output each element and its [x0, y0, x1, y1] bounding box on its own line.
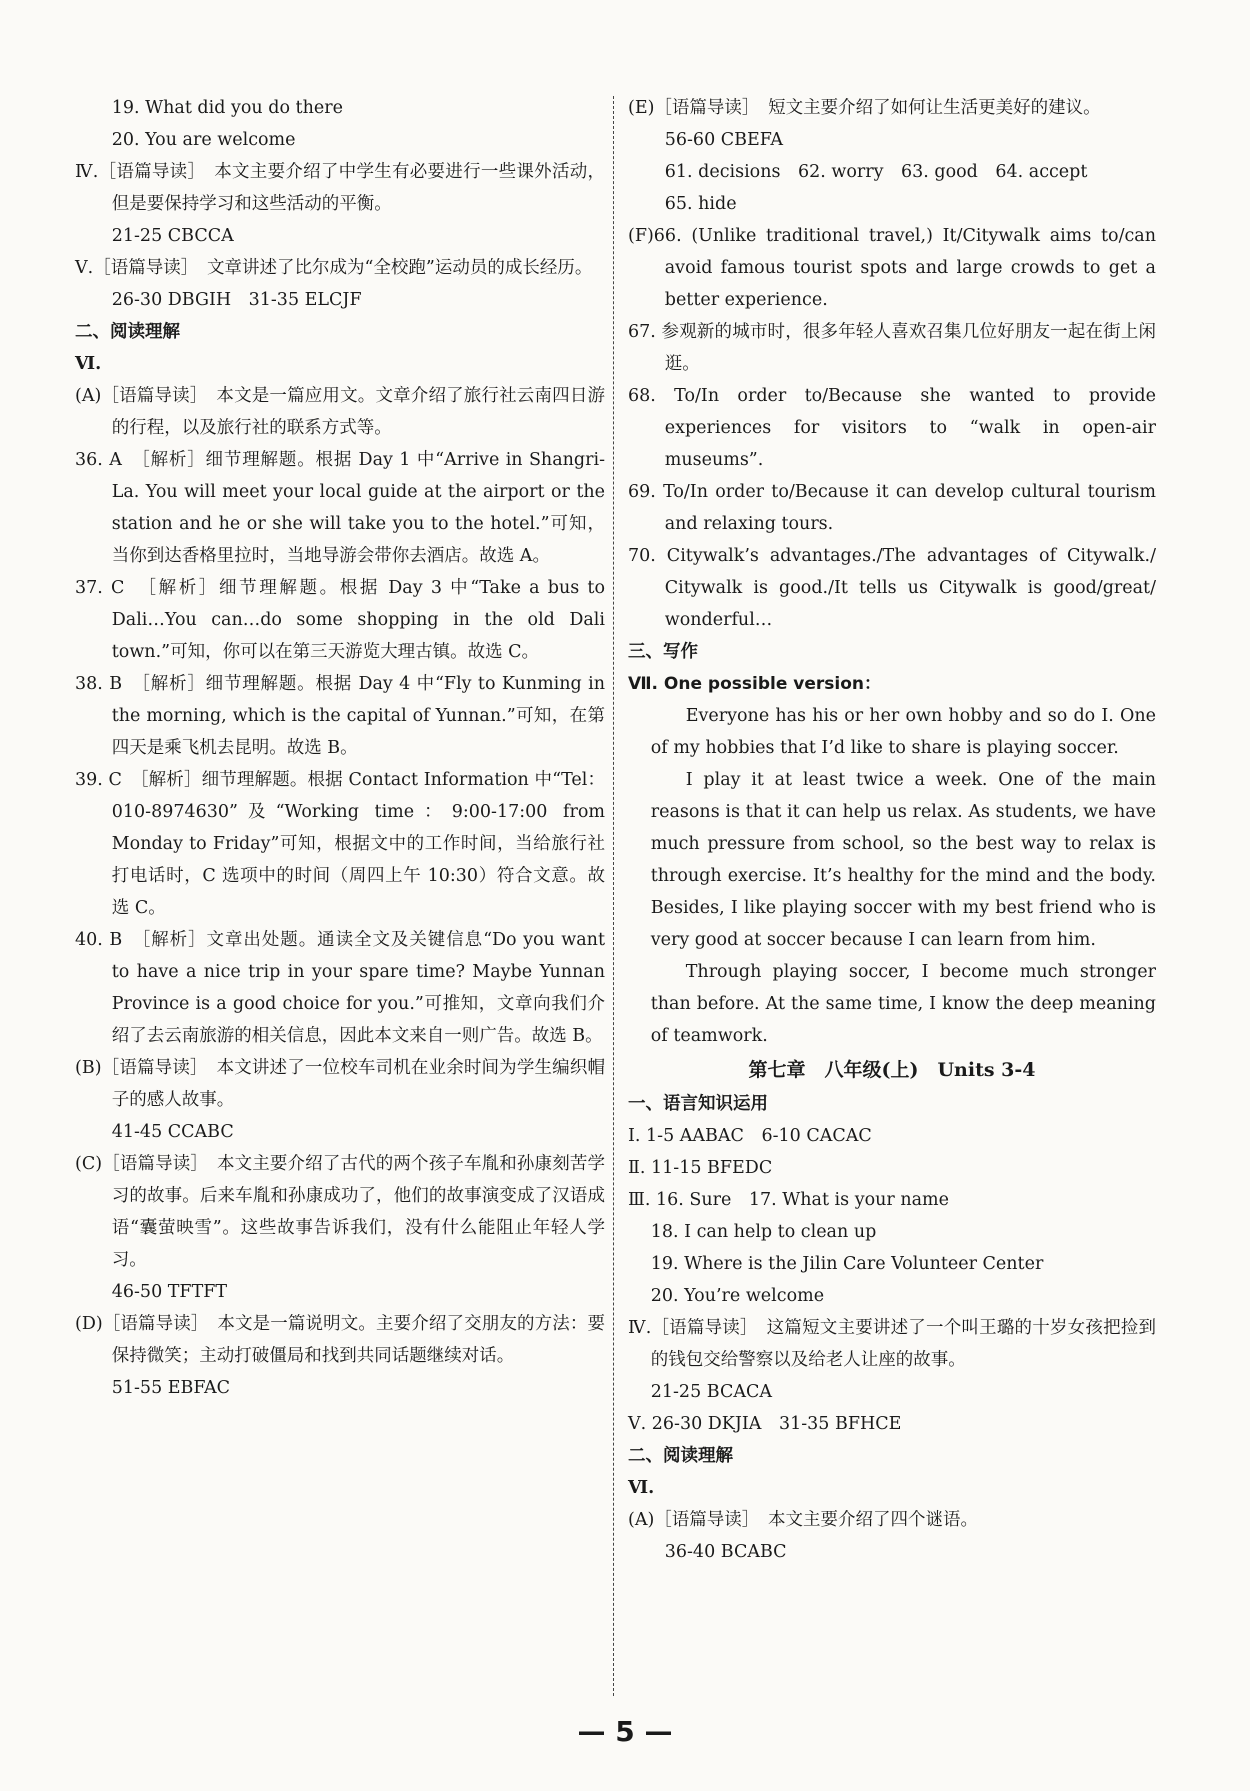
page-number: — 5 —: [577, 1715, 673, 1748]
chapter-title: 第七章 八年级(上) Units 3-4: [748, 1059, 1036, 1081]
answer-line: 61. decisions 62. worry 63. good 64. accept: [664, 162, 1088, 182]
answer-line: 21-25 BCACA: [650, 1382, 773, 1402]
essay-paragraph: I play it at least twice a week. One of the main reasons is that it can help us relax. As students, we have much pressure from school, so the best way to relax is through exercise. It’s healthy for the mind and the body. Besides, I like playing soccer with my best friend who is very good at soccer because I can learn from him.: [650, 770, 1156, 950]
column-divider: [613, 96, 614, 1696]
explanation: 39. C ［解析］细节理解题。根据 Contact Information 中“Tel：010-8974630”及“Working time：9:00-17:00 from Monday to Friday”可知，根据文中的工作时间，当给旅行社打电话时，C 选项中的时间（周四上午 10:30）符合文意。故选 C。: [75, 770, 605, 918]
explanation: 40. B ［解析］文章出处题。通读全文及关键信息“Do you want to have a nice trip in your spare time? Maybe Yunnan Province is a good choice for you.”可推知，文章向我们介绍了去云南旅游的相关信息，因此本文来自一则广告。故选 B。: [75, 930, 605, 1046]
section-heading: 二、阅读理解: [628, 1446, 733, 1466]
answer-line: 51-55 EBFAC: [111, 1378, 231, 1398]
answer-line: 18. I can help to clean up: [650, 1222, 877, 1242]
section-heading: 一、语言知识运用: [628, 1094, 768, 1114]
answer-line: Ⅲ. 16. Sure 17. What is your name: [628, 1190, 949, 1210]
answer-line: (F)66. (Unlike traditional travel,) It/Citywalk aims to/can avoid famous tourist spots and large crowds to get a better experience.: [628, 226, 1156, 310]
section-number: Ⅵ.: [75, 354, 102, 374]
answer-line: 68. To/In order to/Because she wanted to provide experiences for visitors to “walk in open-air museums”.: [628, 386, 1156, 470]
passage-guide: Ⅳ.［语篇导读］ 本文主要介绍了中学生有必要进行一些课外活动，但是要保持学习和这些活动的平衡。: [75, 162, 605, 214]
answer-line: Ⅴ. 26-30 DKJIA 31-35 BFHCE: [628, 1414, 902, 1434]
essay-paragraph: Everyone has his or her own hobby and so do I. One of my hobbies that I’d like to share is playing soccer.: [650, 706, 1156, 758]
right-column: [628, 92, 1156, 1568]
section-number: Ⅵ.: [628, 1478, 655, 1498]
section-heading: 二、阅读理解: [75, 322, 180, 342]
answer-line: Ⅱ. 11-15 BFEDC: [628, 1158, 773, 1178]
passage-guide: Ⅳ.［语篇导读］ 这篇短文主要讲述了一个叫王璐的十岁女孩把捡到的钱包交给警察以及给老人让座的故事。: [628, 1318, 1156, 1370]
answer-line: 56-60 CBEFA: [664, 130, 784, 150]
passage-guide: (A)［语篇导读］ 本文主要介绍了四个谜语。: [628, 1510, 979, 1530]
answer-line: 41-45 CCABC: [111, 1122, 234, 1142]
section-heading: 三、写作: [628, 642, 698, 662]
answer-line: 46-50 TFTFT: [111, 1282, 228, 1302]
answer-line: 20. You’re welcome: [650, 1286, 825, 1306]
explanation: 38. B ［解析］细节理解题。根据 Day 4 中“Fly to Kunming in the morning, which is the capital of Yunnan.”可知，在第四天是乘飞机去昆明。故选 B。: [75, 674, 605, 758]
answer-line: 19. What did you do there: [111, 98, 343, 118]
answer-line: Ⅰ. 1-5 AABAC 6-10 CACAC: [628, 1126, 872, 1146]
answer-line: 67. 参观新的城市时，很多年轻人喜欢召集几位好朋友一起在街上闲逛。: [628, 322, 1156, 374]
answer-line: 19. Where is the Jilin Care Volunteer Center: [650, 1254, 1044, 1274]
writing-title: Ⅶ. One possible version：: [628, 674, 882, 694]
answer-line: 21-25 CBCCA: [111, 226, 234, 246]
answer-line: 69. To/In order to/Because it can develop cultural tourism and relaxing tours.: [628, 482, 1156, 534]
answer-line: 65. hide: [664, 194, 737, 214]
explanation: 36. A ［解析］细节理解题。根据 Day 1 中“Arrive in Shangri-La. You will meet your local guide at the airport or the station and he or she will take you to the hotel.”可知，当你到达香格里拉时，当地导游会带你去酒店。故选 A。: [75, 450, 605, 566]
answer-line: 36-40 BCABC: [664, 1542, 787, 1562]
passage-guide: (E)［语篇导读］ 短文主要介绍了如何让生活更美好的建议。: [628, 98, 1101, 118]
explanation: 37. C ［解析］细节理解题。根据 Day 3 中“Take a bus to Dali…You can…do some shopping in the old Dali town.”可知，你可以在第三天游览大理古镇。故选 C。: [75, 578, 605, 662]
passage-guide: (D)［语篇导读］ 本文是一篇说明文。主要介绍了交朋友的方法：要保持微笑；主动打破僵局和找到共同话题继续对话。: [75, 1314, 605, 1366]
answer-line: 26-30 DBGIH 31-35 ELCJF: [111, 290, 362, 310]
passage-guide: (A)［语篇导读］ 本文是一篇应用文。文章介绍了旅行社云南四日游的行程，以及旅行社的联系方式等。: [75, 386, 605, 438]
answer-line: 20. You are welcome: [111, 130, 296, 150]
answer-line: 70. Citywalk’s advantages./The advantages of Citywalk./ Citywalk is good./It tells us Citywalk is good/great/ wonderful…: [628, 546, 1156, 630]
passage-guide: Ⅴ.［语篇导读］ 文章讲述了比尔成为“全校跑”运动员的成长经历。: [75, 258, 593, 278]
passage-guide: (C)［语篇导读］ 本文主要介绍了古代的两个孩子车胤和孙康刻苦学习的故事。后来车胤和孙康成功了，他们的故事演变成了汉语成语“囊萤映雪”。这些故事告诉我们，没有什么能阻止年轻人学习。: [75, 1154, 605, 1270]
passage-guide: (B)［语篇导读］ 本文讲述了一位校车司机在业余时间为学生编织帽子的感人故事。: [75, 1058, 605, 1110]
essay-paragraph: Through playing soccer, I become much stronger than before. At the same time, I know the deep meaning of teamwork.: [650, 962, 1156, 1046]
left-column: [75, 92, 605, 1404]
